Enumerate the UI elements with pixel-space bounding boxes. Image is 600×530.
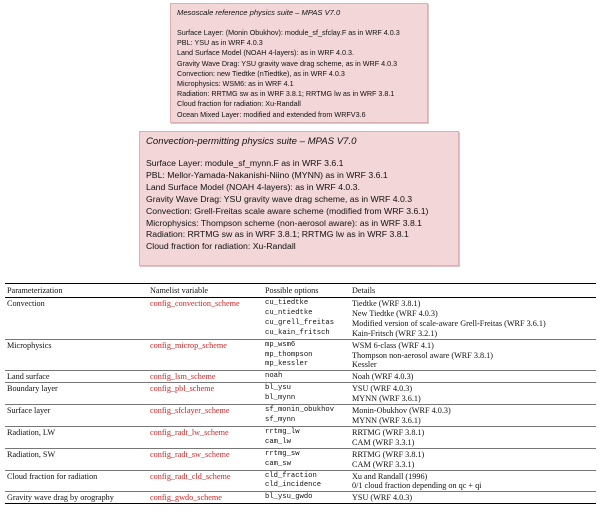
suite-line: Ocean Mixed Layer: modified and extended from WRFV3.6 <box>177 109 366 119</box>
option-cell: sf_monin_obukhov <box>263 405 350 416</box>
suite-line: Microphysics: WSM6: as in WRF 4.1 <box>177 79 294 89</box>
header-parameterization: Parameterization <box>5 284 148 298</box>
details-cell: Thompson non-aerosol aware (WRF 3.8.1) <box>352 350 493 360</box>
option-cell: cu_grell_freitas <box>265 318 335 327</box>
table-row <box>5 460 596 470</box>
param-cell <box>5 309 148 319</box>
namelist-cell <box>148 309 263 319</box>
param-cell <box>5 460 148 470</box>
suite-line: Gravity Wave Drag: YSU gravity wave drag scheme, as in WRF 4.0.3 <box>146 193 413 204</box>
suite-line: Surface Layer: (Monin Obukhov): module_sf_sfclay.F as in WRF 4.0.3 <box>177 28 400 37</box>
table-row <box>5 448 596 459</box>
table-row <box>5 298 596 309</box>
option-cell: rrtmg_lw <box>263 426 350 437</box>
details-cell: CAM (WRF 3.3.1) <box>352 437 415 447</box>
namelist-cell <box>148 416 263 426</box>
details-cell: Noah (WRF 4.0.3) <box>350 371 596 383</box>
header-possible-options: Possible options <box>263 284 350 298</box>
namelist-cell <box>148 360 263 370</box>
details-cell: WSM 6-class (WRF 4.1) <box>350 339 596 350</box>
option-cell: cu_tiedtke <box>265 299 309 307</box>
parameterization-table <box>5 283 596 504</box>
details-cell: YSU (WRF 4.0.3) <box>350 383 596 394</box>
option-cell: bl_mynn <box>265 394 296 403</box>
table-row <box>5 416 596 426</box>
param-cell: Gravity wave drag by orography <box>5 492 148 504</box>
suite-line: Cloud fraction for radiation: Xu-Randall <box>177 99 301 109</box>
suite-lines <box>146 158 452 253</box>
namelist-cell: config_microp_scheme <box>148 339 263 350</box>
table-row <box>5 360 596 370</box>
option-cell: mp_wsm6 <box>263 339 350 350</box>
namelist-cell: config_pbl_scheme <box>148 383 263 394</box>
param-cell: Convection <box>7 299 45 308</box>
param-cell <box>5 319 148 329</box>
option-cell: cu_ntiedtke <box>265 308 313 317</box>
namelist-cell: config_radt_sw_scheme <box>148 448 263 459</box>
details-cell: New Tiedtke (WRF 4.0.3) <box>352 308 438 318</box>
suite-line: Convection: Grell-Freitas scale aware scheme (modified from WRF 3.6.1) <box>146 205 429 216</box>
suite-line: PBL: Mellor-Yamada-Nakanishi-Niino (MYNN) as in WRF 3.6.1 <box>146 169 388 180</box>
namelist-cell: config_radt_cld_scheme <box>148 470 263 481</box>
namelist-cell <box>148 438 263 448</box>
namelist-cell <box>148 394 263 404</box>
table-row <box>5 319 596 329</box>
suite-line: Surface Layer: module_sf_mynn.F as in WRF 3.6.1 <box>146 158 344 168</box>
table-header-row <box>5 284 596 298</box>
suite-line: Land Surface Model (NOAH 4-layers): as in WRF 4.0.3. <box>177 48 354 58</box>
table-row <box>5 405 596 416</box>
details-cell: Tiedtke (WRF 3.8.1) <box>352 299 421 308</box>
details-cell: Kain-Fritsch (WRF 3.2.1) <box>352 328 438 338</box>
option-cell: bl_ysu <box>263 383 350 394</box>
suite-title: Convection-permitting physics suite – MPAS V7.0 <box>146 136 357 147</box>
suite-line: Cloud fraction for radiation: Xu-Randall <box>146 241 296 252</box>
option-cell: mp_thompson <box>265 350 313 359</box>
table-row <box>5 438 596 448</box>
param-cell: Radiation, SW <box>5 448 148 459</box>
namelist-cell <box>148 329 263 339</box>
table-row <box>5 481 596 491</box>
param-cell: Boundary layer <box>5 383 148 394</box>
details-cell: Xu and Randall (1996) <box>350 470 596 481</box>
option-cell: cu_kain_fritsch <box>265 328 330 337</box>
table-row <box>5 351 596 361</box>
option-cell: mp_kessler <box>265 360 309 369</box>
namelist-cell <box>148 351 263 361</box>
suite-line: Radiation: RRTMG sw as in WRF 3.8.1; RRTMG lw as in WRF 3.8.1 <box>177 89 395 99</box>
table-row <box>5 383 596 394</box>
table-row <box>5 394 596 404</box>
table-row <box>5 492 596 504</box>
suite-lines <box>177 28 421 120</box>
option-cell: rrtmg_sw <box>263 448 350 459</box>
suite-line: PBL: YSU as in WRF 4.0.3 <box>177 38 263 48</box>
mesoscale-suite-box <box>170 3 428 123</box>
param-cell: Cloud fraction for radiation <box>5 470 148 481</box>
details-cell: RRTMG (WRF 3.8.1) <box>350 448 596 459</box>
suite-line: Radiation: RRTMG sw as in WRF 3.8.1; RRTMG lw as in WRF 3.8.1 <box>146 229 409 240</box>
option-cell: bl_ysu_gwdo <box>263 492 350 504</box>
suite-line: Convection: new Tiedtke (nTiedtke), as in WRF 4.0.3 <box>177 68 345 78</box>
namelist-cell: config_sfclayer_scheme <box>148 405 263 416</box>
option-cell: sf_mynn <box>265 415 296 424</box>
table-row <box>5 309 596 319</box>
table-row <box>5 371 596 383</box>
details-cell: RRTMG (WRF 3.8.1) <box>350 426 596 437</box>
option-cell: cam_sw <box>265 459 291 468</box>
table-row <box>5 426 596 437</box>
param-cell <box>5 351 148 361</box>
param-cell: Microphysics <box>5 339 148 350</box>
details-cell: YSU (WRF 4.0.3) <box>350 492 596 504</box>
namelist-cell <box>148 460 263 470</box>
param-cell: Land surface <box>5 371 148 383</box>
details-cell: MYNN (WRF 3.6.1) <box>352 415 421 425</box>
param-cell <box>5 481 148 491</box>
details-cell: MYNN (WRF 3.6.1) <box>352 394 421 404</box>
table-row <box>5 470 596 481</box>
convection-permitting-suite-box <box>139 131 459 266</box>
details-cell: 0/1 cloud fraction depending on qc + qi <box>352 481 482 491</box>
table-row <box>5 329 596 339</box>
namelist-cell: config_convection_scheme <box>150 299 240 308</box>
header-namelist-variable: Namelist variable <box>148 284 263 298</box>
param-cell <box>5 416 148 426</box>
namelist-cell: config_radt_lw_scheme <box>148 426 263 437</box>
option-cell: cld_incidence <box>265 481 322 490</box>
namelist-cell <box>148 481 263 491</box>
param-cell <box>5 438 148 448</box>
header-details: Details <box>350 284 596 298</box>
suite-line: Land Surface Model (NOAH 4-layers): as in WRF 4.0.3. <box>146 181 360 192</box>
param-cell <box>5 394 148 404</box>
details-cell: Kessler <box>352 360 377 370</box>
suite-line: Gravity Wave Drag: YSU gravity wave drag scheme, as in WRF 4.0.3 <box>177 58 398 68</box>
namelist-cell: config_lsm_scheme <box>148 371 263 383</box>
namelist-cell: config_gwdo_scheme <box>148 492 263 504</box>
option-cell: cld_fraction <box>263 470 350 481</box>
details-cell: Monin-Obukhov (WRF 4.0.3) <box>350 405 596 416</box>
param-cell: Radiation, LW <box>5 426 148 437</box>
param-cell <box>5 360 148 370</box>
suite-title: Mesoscale reference physics suite – MPAS V7.0 <box>177 8 341 17</box>
details-cell: CAM (WRF 3.3.1) <box>352 459 415 469</box>
option-cell: noah <box>263 371 350 383</box>
namelist-cell <box>148 319 263 329</box>
suite-line: Microphysics: Thompson scheme (non-aerosol aware): as in WRF 3.8.1 <box>146 217 423 228</box>
param-cell: Surface layer <box>5 405 148 416</box>
param-cell <box>5 329 148 339</box>
details-cell: Modified version of scale-aware Grell-Freitas (WRF 3.6.1) <box>352 318 546 328</box>
table-row <box>5 339 596 350</box>
option-cell: cam_lw <box>265 437 291 446</box>
